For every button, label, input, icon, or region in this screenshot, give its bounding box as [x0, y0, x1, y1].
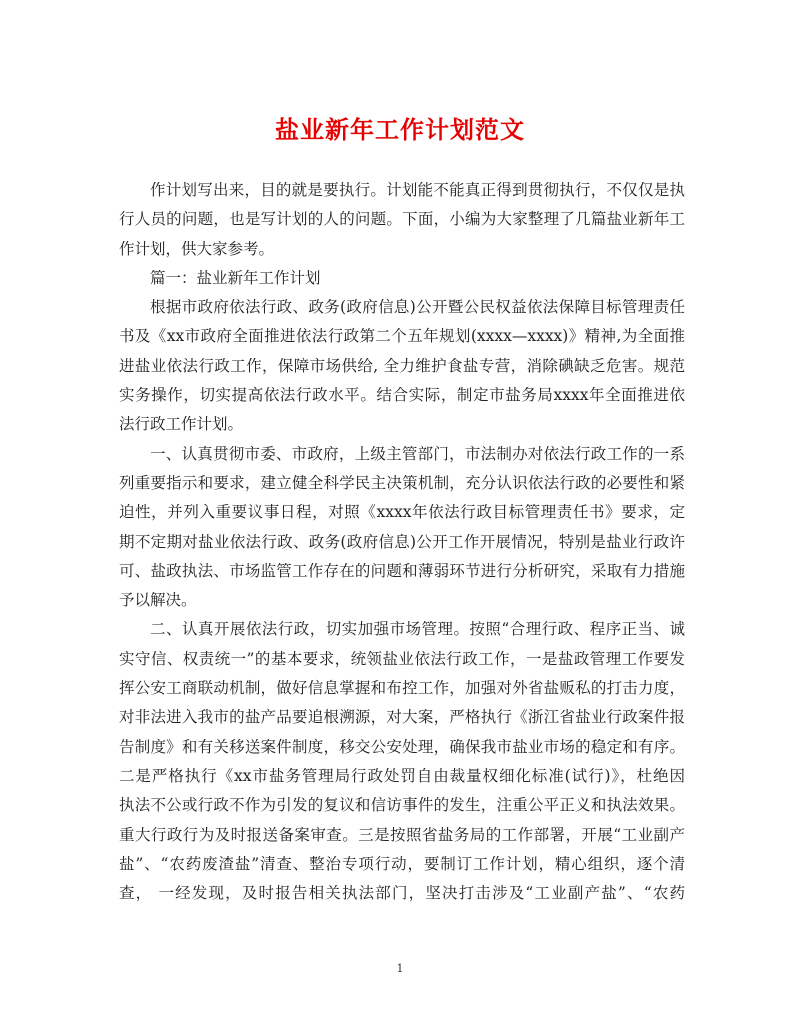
text-line: 一、认真贯彻市委、市政府，上级主管部门，市法制办对依法行政工作的一系: [150, 444, 685, 463]
text-line: 进盐业依法行政工作，保障市场供给, 全力维护食盐专营，消除碘缺乏危害。规范: [119, 356, 685, 375]
text-line: 根据市政府依法行政、政务(政府信息)公开暨公民权益依法保障目标管理责任: [150, 298, 685, 317]
text-line: 迫性，并列入重要议事日程，对照《xxxx年依法行政目标管理责任书》要求，定: [119, 503, 685, 522]
page-number: 1: [396, 962, 404, 975]
document-title: 盐业新年工作计划范文: [275, 115, 525, 144]
text-line: 法行政工作计划。: [119, 415, 244, 434]
text-line: 篇一：盐业新年工作计划: [150, 268, 321, 287]
text-line: 期不定期对盐业依法行政、政务(政府信息)公开工作开展情况，特别是盐业行政许: [119, 532, 685, 551]
text-line: 二是严格执行《xx市盐务管理局行政处罚自由裁量权细化标准(试行)》，杜绝因: [119, 766, 685, 785]
text-line: 执法不公或行政不作为引发的复议和信访事件的发生，注重公平正义和执法效果。: [119, 796, 685, 815]
text-line: 实务操作，切实提高依法行政水平。结合实际，制定市盐务局xxxx年全面推进依: [119, 386, 685, 405]
text-line: 重大行政行为及时报送备案审查。三是按照省盐务局的工作部署，开展“工业副产: [119, 825, 685, 844]
text-line: 实守信、权责统一”的基本要求，统领盐业依法行政工作，一是盐政管理工作要发: [119, 649, 685, 668]
text-line: 予以解决。: [119, 591, 197, 610]
text-line: 对非法进入我市的盐产品要追根溯源，对大案，严格执行《浙江省盐业行政案件报: [119, 708, 685, 727]
text-line: 告制度》和有关移送案件制度，移交公安处理，确保我市盐业市场的稳定和有序。: [119, 737, 685, 756]
text-line: 列重要指示和要求，建立健全科学民主决策机制，充分认识依法行政的必要性和紧: [119, 473, 685, 492]
document-body: [119, 176, 685, 908]
text-line: 二、认真开展依法行政，切实加强市场管理。按照“合理行政、程序正当、诚: [150, 620, 685, 639]
text-line: 挥公安工商联动机制，做好信息掌握和布控工作，加强对外省盐贩私的打击力度，: [119, 679, 685, 698]
text-line: 可、盐政执法、市场监管工作存在的问题和薄弱环节进行分析研究，采取有力措施: [119, 561, 685, 580]
text-line: 行人员的问题，也是写计划的人的问题。下面，小编为大家整理了几篇盐业新年工: [119, 210, 685, 229]
text-line: 作计划写出来，目的就是要执行。计划能不能真正得到贯彻执行，不仅仅是执: [150, 181, 685, 199]
text-line: 书及《xx市政府全面推进依法行政第二个五年规划(xxxx—xxxx)》精神,为全面推: [119, 327, 685, 346]
text-line: 查， 一经发现，及时报告相关执法部门，坚决打击涉及“工业副产盐”、“农药: [119, 884, 685, 903]
text-line: 作计划，供大家参考。: [119, 239, 275, 258]
text-line: 盐”、“农药废渣盐”清查、整治专项行动，要制订工作计划，精心组织，逐个清: [119, 854, 685, 873]
